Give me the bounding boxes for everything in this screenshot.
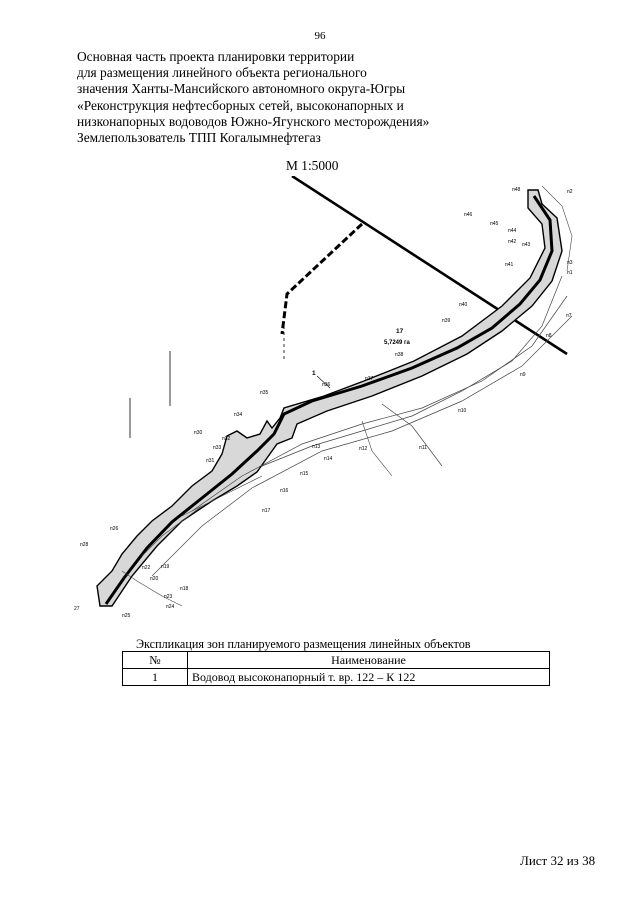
title-line: значения Ханты-Мансийского автономного округа-Югры: [77, 81, 406, 97]
point-label: п2: [567, 189, 573, 195]
point-label: п38: [395, 352, 404, 358]
point-label: п7: [566, 313, 572, 319]
point-label: п16: [280, 488, 289, 494]
point-label: п26: [110, 526, 119, 532]
point-label: п42: [508, 239, 517, 245]
row-name: Водовод высоконапорный т. вр. 122 – К 122: [188, 669, 550, 686]
point-label: п41: [505, 262, 514, 268]
point-label: п13: [312, 444, 321, 450]
point-label: п24: [166, 604, 175, 610]
table-caption: Экспликация зон планируемого размещения линейных объектов: [136, 637, 471, 651]
point-label: п8: [546, 333, 552, 339]
point-label: п45: [490, 221, 499, 227]
point-label: п19: [161, 564, 170, 570]
column-header-number: №: [123, 652, 188, 669]
point-label: п36: [322, 382, 331, 388]
point-label: п10: [458, 408, 467, 414]
site-plan-map: [62, 176, 592, 626]
point-label: п20: [150, 576, 159, 582]
point-label: п1: [567, 270, 573, 276]
zone-number: 1: [312, 370, 316, 377]
explication-table: [122, 651, 550, 686]
map-scale: М 1:5000: [286, 158, 339, 173]
point-label: п43: [522, 242, 531, 248]
point-label: п28: [80, 542, 89, 548]
title-line: «Реконструкция нефтесборных сетей, высоконапорных и: [77, 97, 404, 113]
point-label: п25: [122, 613, 131, 619]
point-label: п9: [520, 372, 526, 378]
parcel-area: 5,7249 га: [384, 340, 410, 346]
point-label: п3: [567, 260, 573, 266]
document-title: [77, 49, 557, 146]
point-label: 27: [74, 606, 80, 612]
point-label: п40: [459, 302, 468, 308]
point-label: п23: [164, 594, 173, 600]
point-label: п15: [300, 471, 309, 477]
point-label: п34: [234, 412, 243, 418]
point-label: п12: [359, 446, 368, 452]
point-label: п33: [213, 445, 222, 451]
point-label: п22: [142, 565, 151, 571]
column-header-name: Наименование: [188, 652, 550, 669]
title-line: для размещения линейного объекта регионального: [77, 65, 367, 81]
title-line: Землепользователь ТПП Когалымнефтегаз: [77, 130, 321, 146]
point-label: п37: [365, 376, 374, 382]
page-number: 96: [314, 30, 326, 42]
point-label: п18: [180, 586, 189, 592]
title-line: Основная часть проекта планировки территории: [77, 49, 355, 64]
point-label: п17: [262, 508, 271, 514]
point-label: п46: [464, 212, 473, 218]
point-label: п31: [206, 458, 215, 464]
point-label: п32: [222, 436, 231, 442]
road-line: [292, 176, 567, 354]
point-label: п30: [194, 430, 203, 436]
row-number: 1: [123, 669, 188, 686]
point-label: п48: [512, 187, 521, 193]
title-line: низконапорных водоводов Южно-Ягунского месторождения»: [77, 113, 430, 129]
point-label: п39: [442, 318, 451, 324]
parcel-number: 17: [396, 328, 404, 335]
point-label: п11: [419, 445, 427, 451]
point-label: п14: [324, 456, 333, 462]
point-label: п44: [508, 228, 517, 234]
boundary-line: [282, 224, 362, 334]
table-header-row: [123, 652, 550, 669]
point-label: п35: [260, 390, 269, 396]
sheet-number: Лист 32 из 38: [520, 853, 596, 868]
table-row: [123, 669, 550, 686]
